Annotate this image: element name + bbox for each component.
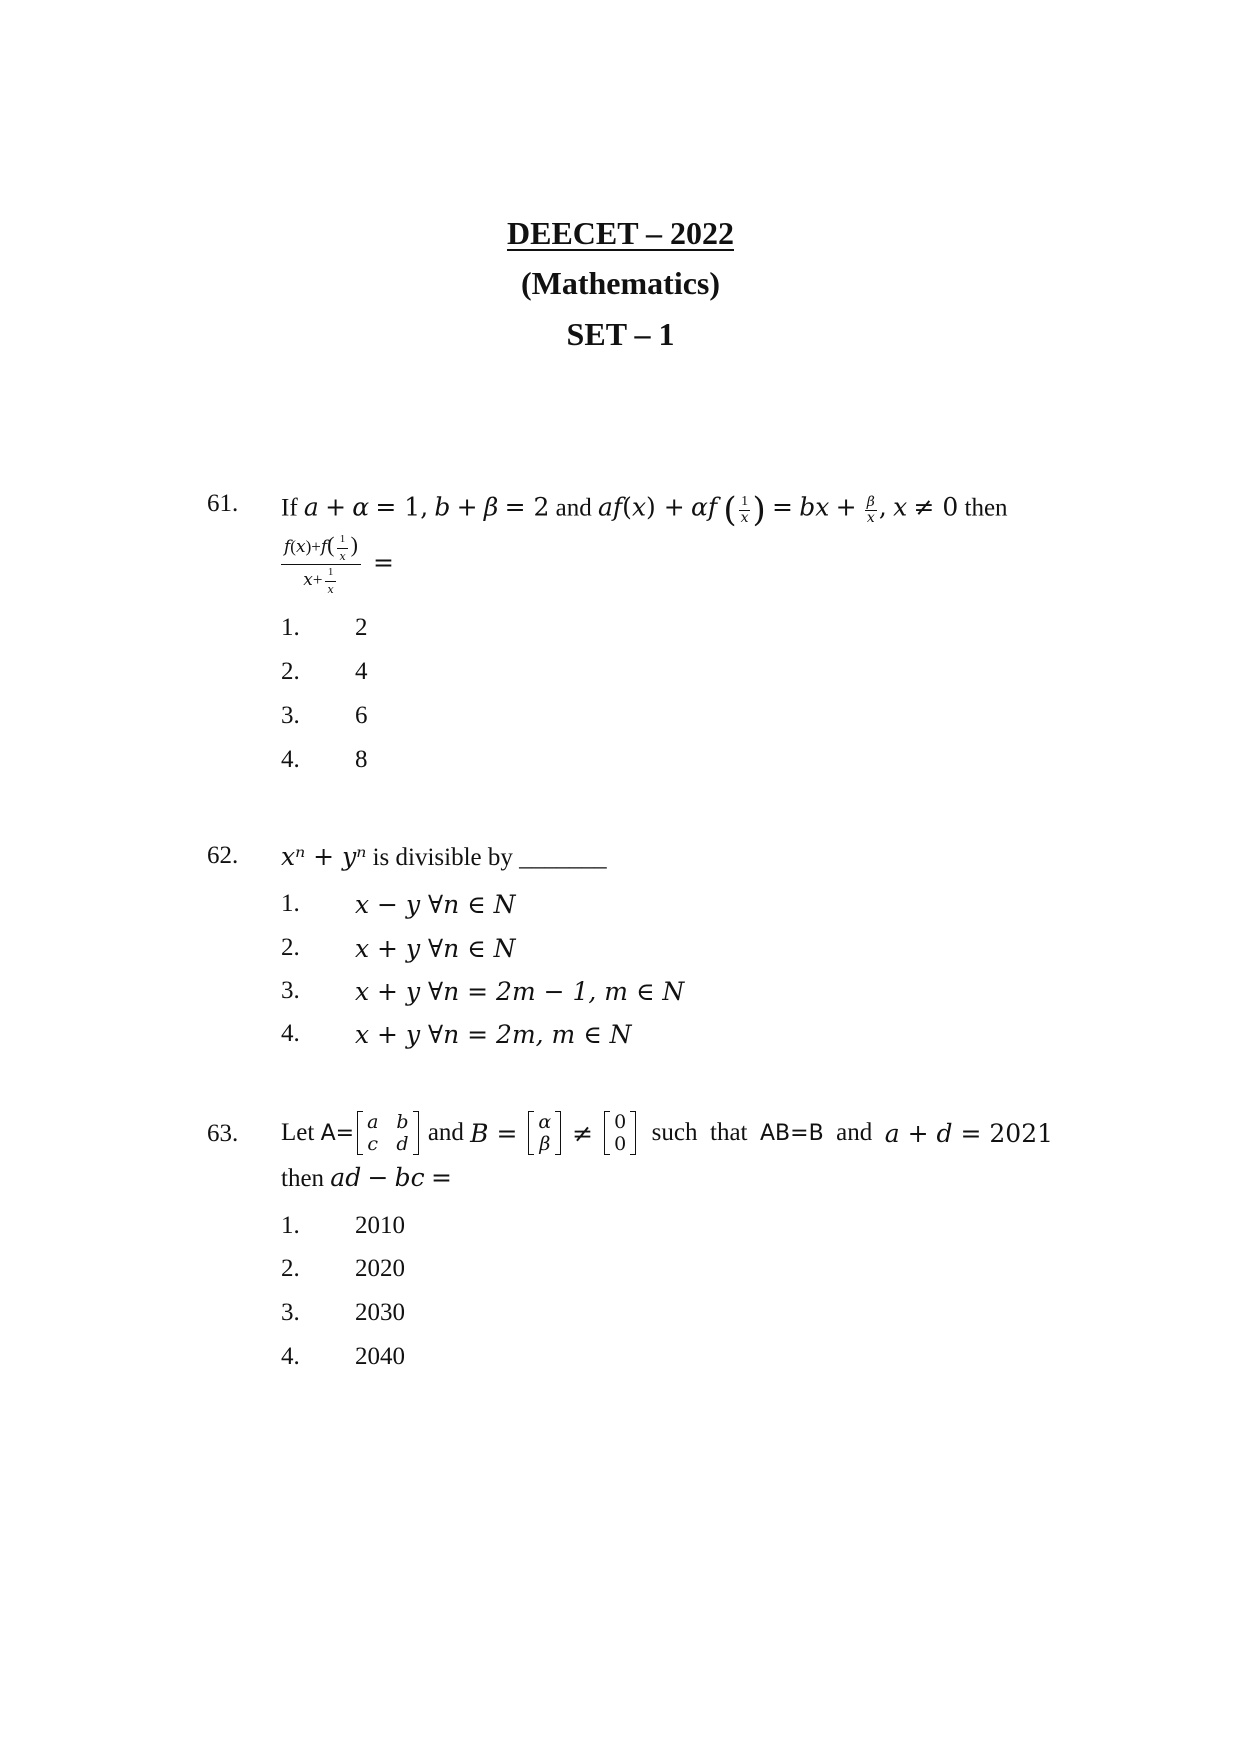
option-value: x + y ∀n = 2m − 1, m ∈ N — [355, 977, 685, 1006]
option-value: x + y ∀n = 2m, m ∈ N — [355, 1020, 632, 1049]
stem-math: xⁿ + yⁿ — [281, 842, 367, 871]
option-value: 4 — [355, 658, 368, 685]
option-value: 2010 — [355, 1212, 405, 1239]
option-number: 2. — [281, 1255, 300, 1282]
exam-subject: (Mathematics) — [520, 265, 721, 301]
question-stem — [281, 842, 607, 872]
option-number: 1. — [281, 890, 300, 917]
question-stem-cont: then ad − bc = — [281, 1163, 452, 1192]
option-number: 3. — [281, 702, 300, 729]
zero-vector: 0 0 — [604, 1111, 636, 1155]
matrix-b: α β — [528, 1111, 561, 1155]
option-value: 6 — [355, 702, 368, 729]
option-value: 2030 — [355, 1299, 405, 1326]
question-number: 63. — [207, 1120, 239, 1147]
option-value: 2040 — [355, 1343, 405, 1370]
option-number: 1. — [281, 1212, 300, 1239]
question-stem: If a + α = 1, b + β = 2 and af(x) + αf ( $\frac{1}{x}$ ) = bx + $\frac{\beta}{x}$ , x ≠ 0 then — [281, 490, 1008, 530]
option-number: 4. — [281, 1020, 300, 1047]
question-number: 61. — [207, 490, 239, 517]
option-number: 2. — [281, 658, 300, 685]
option-value: x − y ∀n ∈ N — [355, 890, 516, 919]
exam-set: SET – 1 — [566, 316, 675, 352]
matrix-a: a b c d — [357, 1111, 419, 1155]
option-number: 3. — [281, 1299, 300, 1326]
question-number: 62. — [207, 842, 239, 869]
option-number: 1. — [281, 614, 300, 641]
option-value: 2 — [355, 614, 368, 641]
option-number: 3. — [281, 977, 300, 1004]
fraction-expression: f(x)+f( $\frac{1}{x}$ ) x+ $\frac{1}{x}$ — [281, 533, 361, 595]
question-stem: Let A= a b c d and B = α β ≠ 0 0 such that AB=B and a + d = 2021 — [281, 1111, 1054, 1155]
option-value: 2020 — [355, 1255, 405, 1282]
equals-sign: = — [373, 548, 394, 577]
stem-text: is divisible by _______ — [366, 844, 607, 871]
option-value: x + y ∀n ∈ N — [355, 934, 516, 963]
option-number: 4. — [281, 746, 300, 773]
option-number: 4. — [281, 1343, 300, 1370]
option-value: 8 — [355, 746, 368, 773]
exam-title: DEECET – 2022 — [506, 215, 734, 251]
option-number: 2. — [281, 934, 300, 961]
